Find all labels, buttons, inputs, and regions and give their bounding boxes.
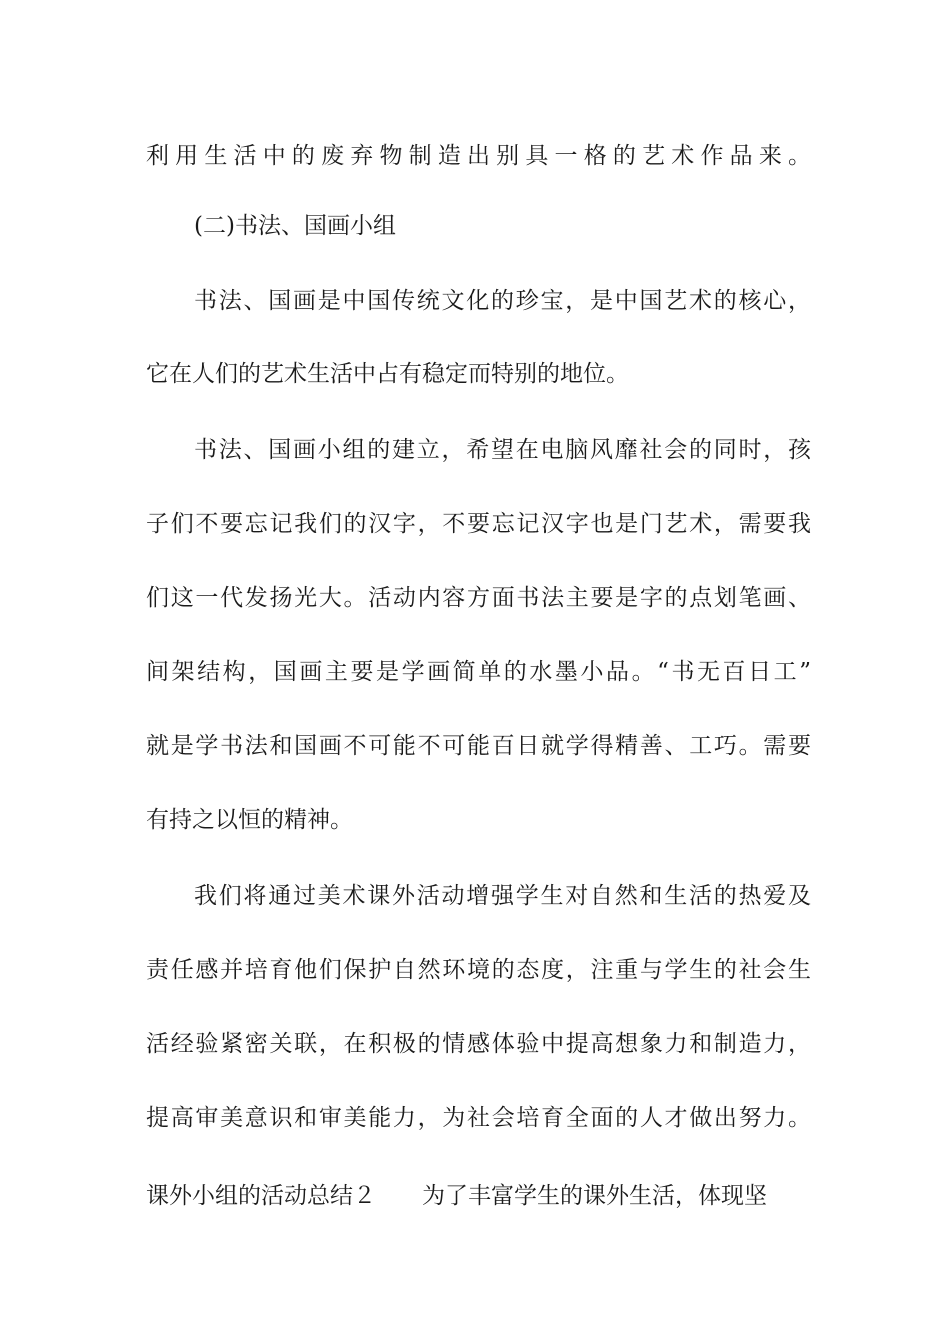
paragraph-line: 书法、国画小组的建立，希望在电脑风靡社会的同时，孩 — [194, 437, 811, 463]
paragraph-line: 子们不要忘记我们的汉字，不要忘记汉字也是门艺术，需要我 — [146, 511, 811, 537]
paragraph-line: 我们将通过美术课外活动增强学生对自然和生活的热爱及 — [194, 883, 811, 909]
paragraph-start: 为了丰富学生的课外生活，体现坚 — [422, 1183, 767, 1209]
section-heading: (二)书法、国画小组 — [194, 213, 396, 239]
section-title-line — [146, 1180, 811, 1212]
paragraph-line: 有持之以恒的精神。 — [146, 807, 353, 833]
paragraph-line: 书法、国画是中国传统文化的珍宝，是中国艺术的核心， — [194, 288, 811, 314]
paragraph-line: 就是学书法和国画不可能不可能百日就学得精善、工巧。需要 — [146, 733, 811, 759]
section-title: 课外小组的活动总结２ — [146, 1183, 376, 1209]
paragraph-line: 间架结构，国画主要是学画简单的水墨小品。“书无百日工” — [146, 659, 811, 685]
paragraph-line: 利用生活中的废弃物制造出别具一格的艺术作品来。 — [146, 143, 811, 169]
paragraph-line: 提高审美意识和审美能力，为社会培育全面的人才做出努力。 — [146, 1105, 811, 1131]
paragraph-line: 责任感并培育他们保护自然环境的态度，注重与学生的社会生 — [146, 957, 811, 983]
paragraph-line: 它在人们的艺术生活中占有稳定而特别的地位。 — [146, 361, 629, 387]
paragraph-line: 们这一代发扬光大。活动内容方面书法主要是字的点划笔画、 — [146, 585, 811, 611]
paragraph-line: 活经验紧密关联，在积极的情感体验中提高想象力和制造力， — [146, 1031, 811, 1057]
